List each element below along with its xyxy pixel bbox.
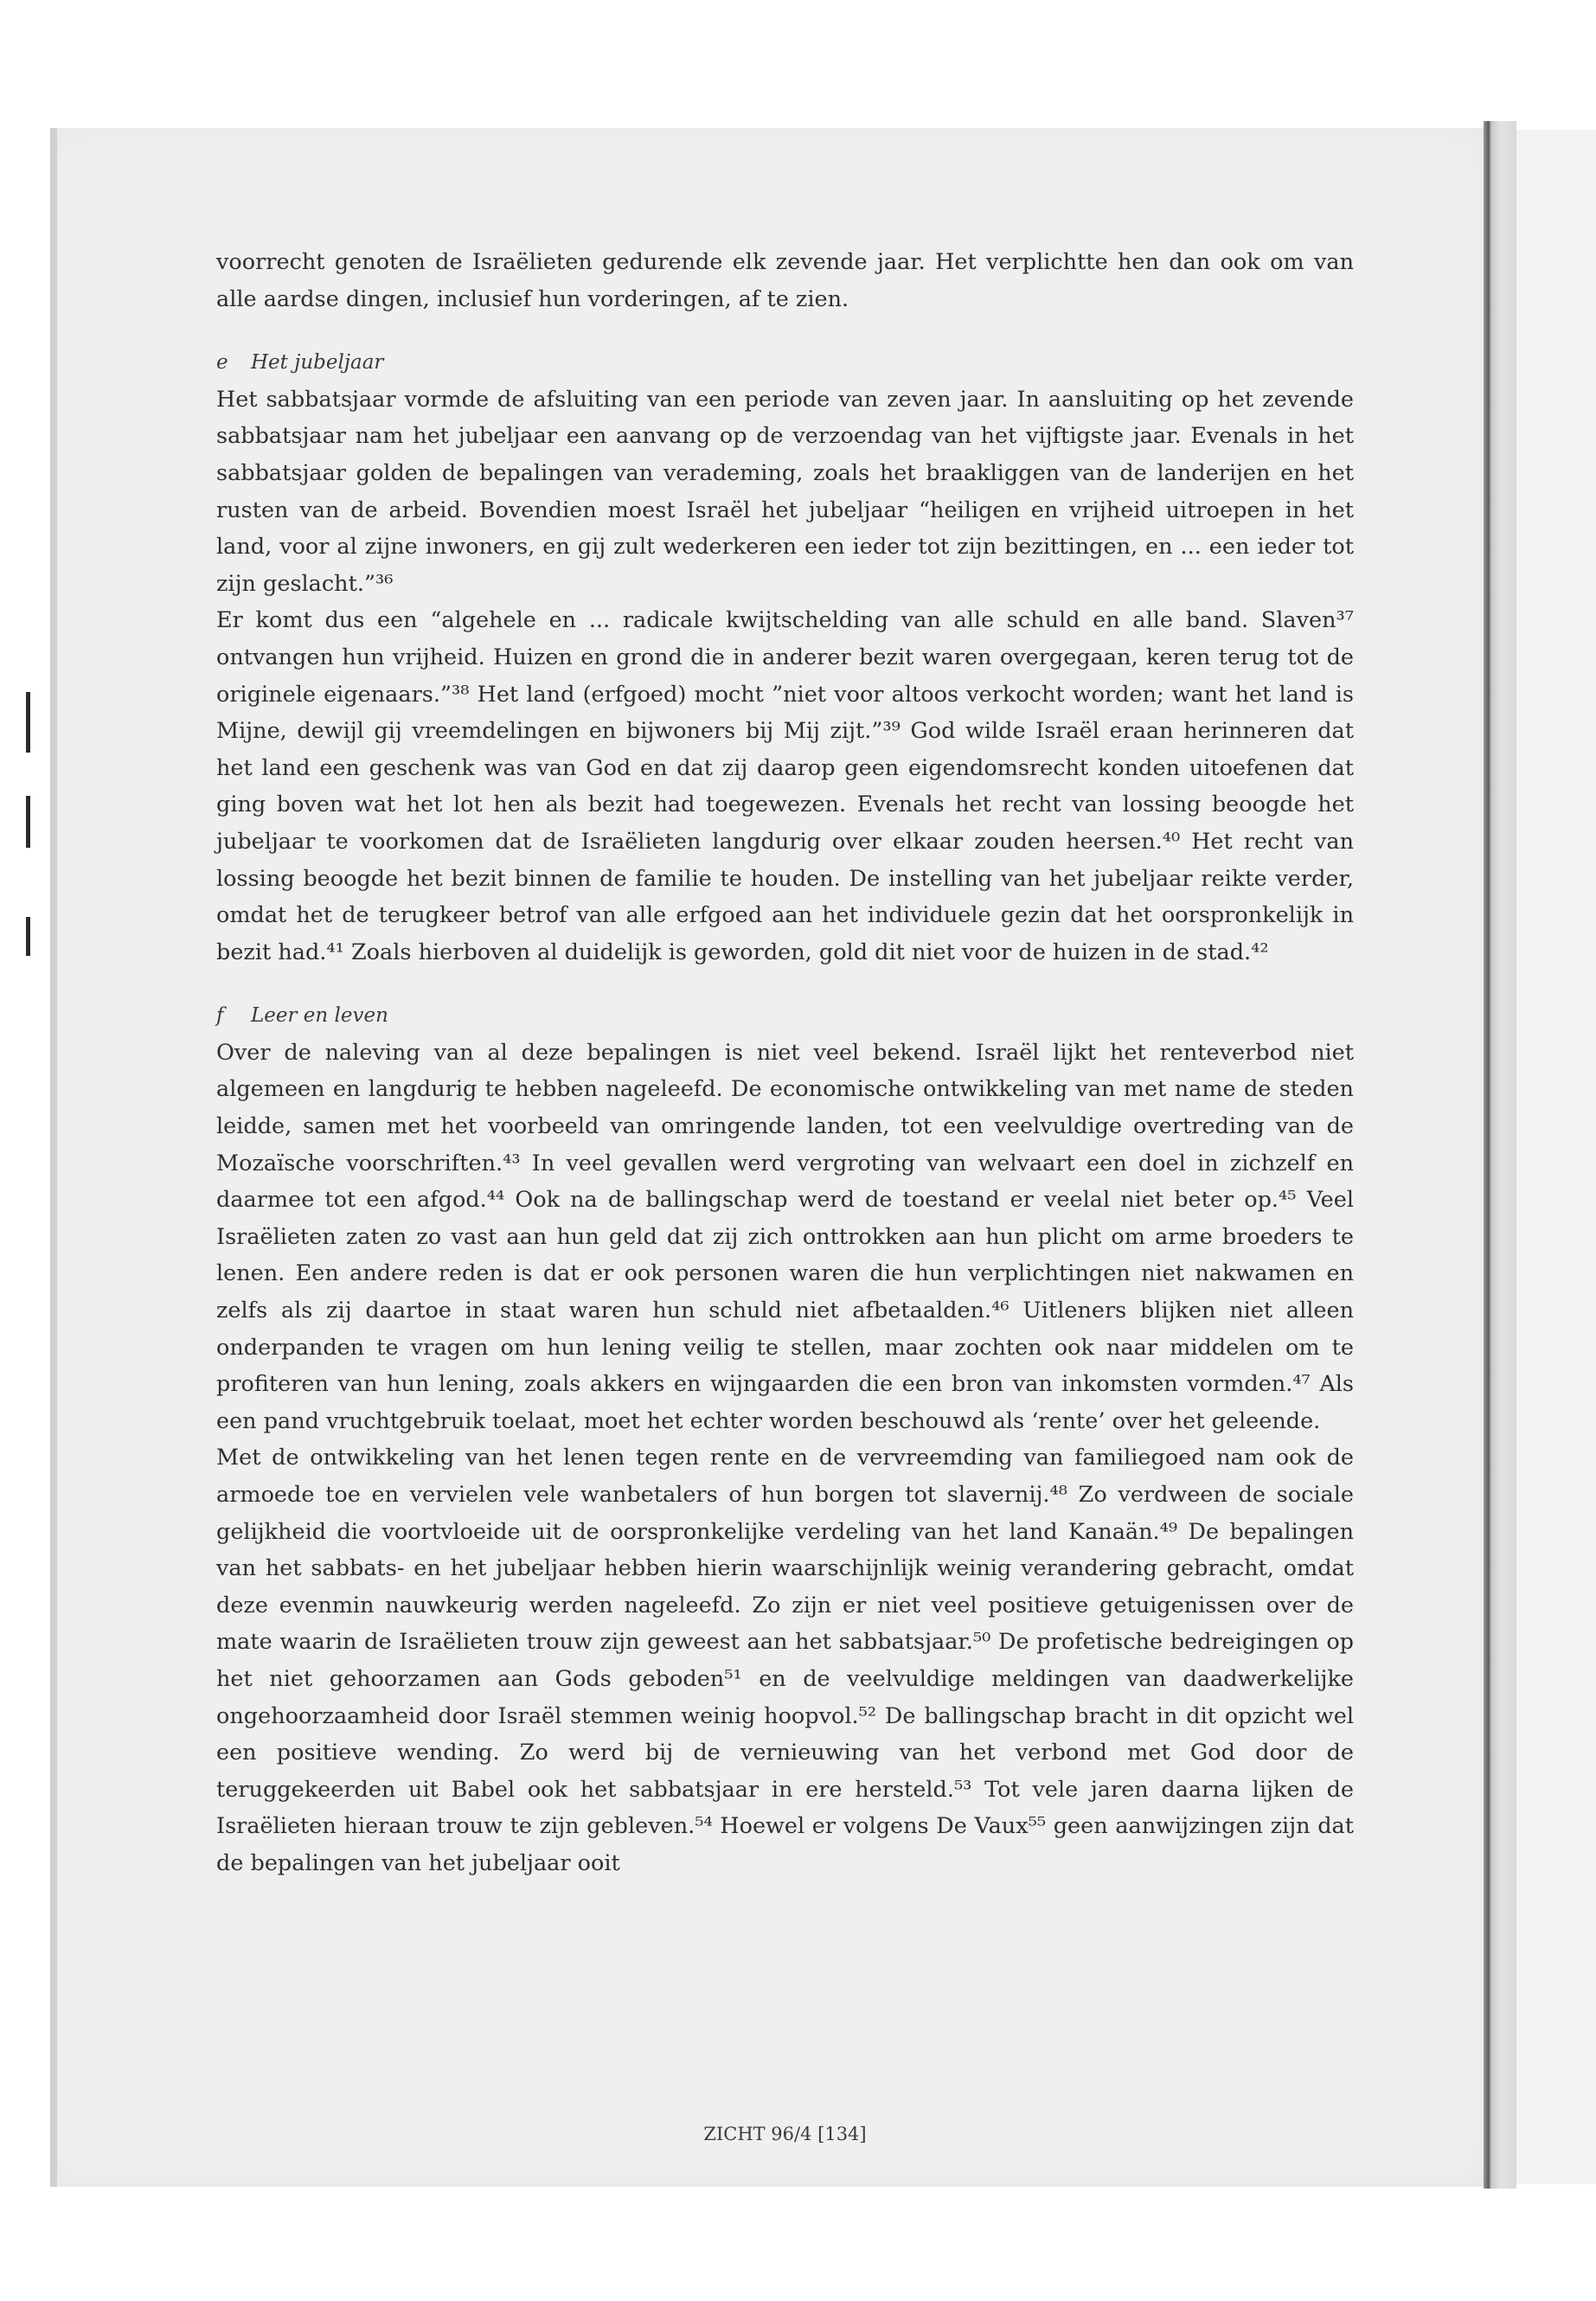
binding-mark [26, 917, 30, 956]
section-letter: e [216, 351, 228, 375]
book-spine [1484, 121, 1516, 2189]
section-title: Leer en leven [251, 1004, 388, 1028]
section-title: Het jubeljaar [251, 351, 384, 375]
page-footer-folio: ZICHT 96/4 [134] [703, 2124, 867, 2144]
body-paragraph: Er komt dus een “algehele en ... radicale kwijtschelding van alle schuld en alle band. Slaven³⁷ ontvangen hun vrijheid. Huizen en grond die in anderer bezit waren overgegaan, keren terug tot de originele eigenaars.”³⁸ Het land (erfgoed) mocht ”niet voor altoos verkocht worden; want het land is Mijne, dewijl gij vreemdelingen en bijwoners bij Mij zijt.”³⁹ God wilde Israël eraan herinneren dat het land een geschenk was van God en dat zij daarop geen eigendomsrecht konden uitoefenen dat ging boven wat het lot hen als bezit had toegewezen. Evenals het recht van lossing beoogde het jubeljaar te voorkomen dat de Israëlieten langdurig over elkaar zouden heersen.⁴⁰ Het recht van lossing beoogde het bezit binnen de familie te houden. De instelling van het jubeljaar reikte verder, omdat het de terugkeer betrof van alle erfgoed aan het individuele gezin dat het oorspronkelijk in bezit had.⁴¹ Zoals hierboven al duidelijk is geworden, gold dit niet voor de huizen in de stad.⁴² [216, 607, 1354, 965]
section-letter: f [216, 1004, 224, 1028]
body-paragraph: voorrecht genoten de Israëlieten gedurende elk zevende jaar. Het verplichtte hen dan ook om van alle aardse dingen, inclusief hun vorderingen, af te zien. [216, 249, 1354, 312]
binding-mark [26, 796, 30, 848]
article-body [216, 244, 1354, 1882]
page-edge [50, 128, 57, 2187]
section-heading-f [216, 997, 1354, 1035]
next-page-edge [1516, 130, 1596, 2184]
body-paragraph: Met de ontwikkeling van het lenen tegen rente en de vervreemding van familiegoed nam ook de armoede toe en vervielen vele wanbetalers of hun borgen tot slavernij.⁴⁸ Zo verdween de sociale gelijkheid die voortvloeide uit de oorspronkelijke verdeling van het land Kanaän.⁴⁹ De bepalingen van het sabbats- en het jubeljaar hebben hierin waarschijnlijk weinig verandering gebracht, omdat deze evenmin nauwkeurig werden nageleefd. Zo zijn er niet veel positieve getuigenissen over de mate waarin de Israëlieten trouw zijn geweest aan het sabbatsjaar.⁵⁰ De profetische bedreigingen op het niet gehoorzamen aan Gods geboden⁵¹ en de veelvuldige meldingen van daadwerkelijke ongehoorzaamheid door Israël stemmen weinig hoopvol.⁵² De ballingschap bracht in dit opzicht wel een positieve wending. Zo werd bij de vernieuwing van het verbond met God door de teruggekeerden uit Babel ook het sabbatsjaar in ere hersteld.⁵³ Tot vele jaren daarna lijken de Israëlieten hieraan trouw te zijn gebleven.⁵⁴ Hoewel er volgens De Vaux⁵⁵ geen aanwijzingen zijn dat de bepalingen van het jubeljaar ooit [216, 1445, 1354, 1876]
body-paragraph: Het sabbatsjaar vormde de afsluiting van een periode van zeven jaar. In aansluiting op het zevende sabbatsjaar nam het jubeljaar een aanvang op de verzoendag van het vijftigste jaar. Evenals in het sabbatsjaar golden de bepalingen van verademing, zoals het braakliggen van de landerijen en het rusten van de arbeid. Bovendien moest Israël het jubeljaar “heiligen en vrijheid uitroepen in het land, voor al zijne inwoners, en gij zult wederkeren een ieder tot zijn bezittingen, en ... een ieder tot zijn geslacht.”³⁶ [216, 386, 1354, 597]
binding-mark [26, 692, 30, 753]
section-heading-e [216, 344, 1354, 381]
body-paragraph: Over de naleving van al deze bepalingen is niet veel bekend. Israël lijkt het renteverbod niet algemeen en langdurig te hebben nageleefd. De economische ontwikkeling van met name de steden leidde, samen met het voorbeeld van omringende landen, tot een veelvuldige overtreding van de Mozaïsche voorschriften.⁴³ In veel gevallen werd vergroting van welvaart een doel in zichzelf en daarmee tot een afgod.⁴⁴ Ook na de ballingschap werd de toestand er veelal niet beter op.⁴⁵ Veel Israëlieten zaten zo vast aan hun geld dat zij zich onttrokken aan hun plicht om arme broeders te lenen. Een andere reden is dat er ook personen waren die hun verplichtingen niet nakwamen en zelfs als zij daartoe in staat waren hun schuld niet afbetaalden.⁴⁶ Uitleners blijken niet alleen onderpanden te vragen om hun lening veilig te stellen, maar zochten ook naar middelen om te profiteren van hun lening, zoals akkers en wijngaarden die een bron van inkomsten vormden.⁴⁷ Als een pand vruchtgebruik toelaat, moet het echter worden beschouwd als ‘rente’ over het geleende. [216, 1039, 1354, 1434]
